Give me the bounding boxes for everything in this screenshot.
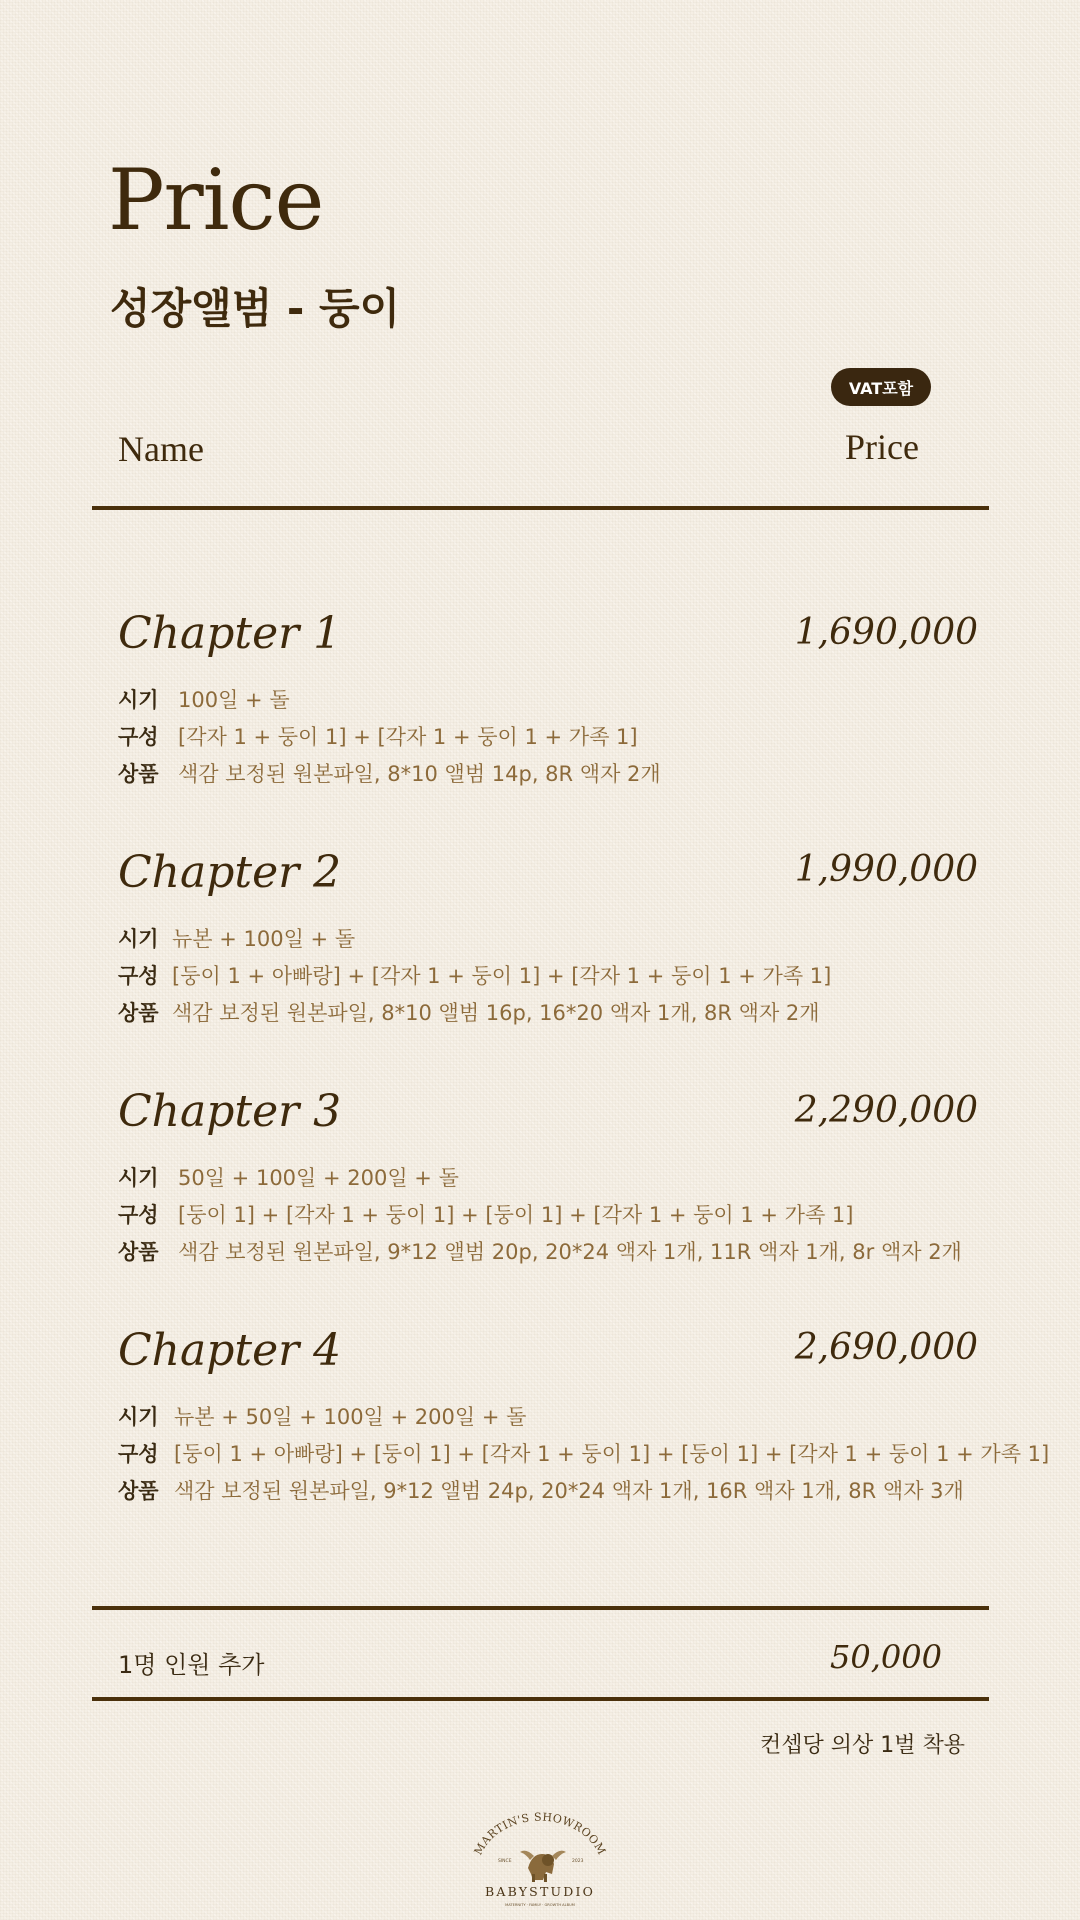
chapter-detail-row xyxy=(118,1199,853,1229)
chapter-detail-row xyxy=(118,721,638,751)
detail-value: 색감 보정된 원본파일, 9*12 앨범 24p, 20*24 액자 1개, 16R 액자 1개, 8R 액자 3개 xyxy=(174,1479,964,1503)
detail-key: 구성 xyxy=(118,725,159,749)
column-header-name: Name xyxy=(118,429,204,469)
detail-value: 50일 + 100일 + 200일 + 돌 xyxy=(178,1166,459,1190)
detail-key: 구성 xyxy=(118,1442,159,1466)
chapter-price: 1,990,000 xyxy=(794,849,978,890)
chapter-detail-row xyxy=(118,960,831,990)
extra-bottom-divider xyxy=(92,1697,989,1701)
header-divider xyxy=(92,506,989,510)
column-header-price: Price xyxy=(845,427,919,467)
extra-top-divider xyxy=(92,1606,989,1610)
detail-key: 구성 xyxy=(118,1203,159,1227)
chapter-block xyxy=(118,1086,978,1266)
chapter-detail-row xyxy=(118,923,355,953)
extra-person-label: 1명 인원 추가 xyxy=(118,1651,265,1679)
lion-crest-icon xyxy=(520,1851,566,1882)
chapter-detail-row xyxy=(118,997,820,1027)
chapter-detail-row xyxy=(118,684,290,714)
detail-key: 시기 xyxy=(118,1166,159,1190)
detail-value: 색감 보정된 원본파일, 8*10 앨범 16p, 16*20 액자 1개, 8R 액자 2개 xyxy=(172,1001,820,1025)
detail-value: [둥이 1 + 아빠랑] + [각자 1 + 둥이 1] + [각자 1 + 둥이 1 + 가족 1] xyxy=(172,964,832,988)
chapter-block xyxy=(118,847,978,1027)
detail-value: 색감 보정된 원본파일, 9*12 앨범 20p, 20*24 액자 1개, 11R 액자 1개, 8r 액자 2개 xyxy=(178,1240,962,1264)
detail-value: 색감 보정된 원본파일, 8*10 앨범 14p, 8R 액자 2개 xyxy=(178,762,661,786)
detail-value: 뉴본 + 50일 + 100일 + 200일 + 돌 xyxy=(174,1405,527,1429)
logo-year: 2023 xyxy=(572,1859,584,1864)
detail-value: [둥이 1] + [각자 1 + 둥이 1] + [둥이 1] + [각자 1 + 둥이 1 + 가족 1] xyxy=(178,1203,854,1227)
detail-key: 시기 xyxy=(118,688,159,712)
chapter-title: Chapter 4 xyxy=(118,1325,342,1376)
costume-note: 컨셉당 의상 1벌 착용 xyxy=(760,1733,965,1758)
detail-key: 구성 xyxy=(118,964,159,988)
detail-key: 상품 xyxy=(118,1240,159,1264)
detail-value: 뉴본 + 100일 + 돌 xyxy=(172,927,356,951)
chapter-price: 2,690,000 xyxy=(794,1327,978,1368)
chapter-detail-row xyxy=(118,1475,964,1505)
chapter-price: 1,690,000 xyxy=(794,612,978,653)
logo-graphic xyxy=(462,1810,618,1910)
chapter-title: Chapter 1 xyxy=(118,608,342,659)
logo-tagline: MATERNITY · FAMILY · GROWTH ALBUM xyxy=(505,1903,575,1907)
studio-logo xyxy=(462,1810,618,1910)
chapter-detail-row xyxy=(118,1236,962,1266)
detail-key: 상품 xyxy=(118,762,159,786)
chapter-price: 2,290,000 xyxy=(794,1090,978,1131)
chapter-title: Chapter 3 xyxy=(118,1086,342,1137)
vat-badge: VAT포함 xyxy=(831,368,931,406)
page-subtitle: 성장앨범 - 둥이 xyxy=(110,284,401,333)
detail-key: 상품 xyxy=(118,1479,159,1503)
page-title: Price xyxy=(108,151,324,249)
chapter-detail-row xyxy=(118,1438,1049,1468)
chapter-block xyxy=(118,608,978,788)
chapter-block xyxy=(118,1325,1050,1505)
logo-top-text: MARTIN'S SHOWROOM xyxy=(471,1810,609,1858)
chapter-detail-row xyxy=(118,1162,459,1192)
logo-since: SINCE xyxy=(498,1859,512,1864)
detail-key: 시기 xyxy=(118,927,159,951)
svg-text:MARTIN'S SHOWROOM xyxy=(472,1811,609,1858)
detail-value: [둥이 1 + 아빠랑] + [둥이 1] + [각자 1 + 둥이 1] + [둥이 1] + [각자 1 + 둥이 1 + 가족 1] xyxy=(174,1442,1050,1466)
logo-main-text: BABYSTUDIO xyxy=(484,1884,596,1899)
detail-value: [각자 1 + 둥이 1] + [각자 1 + 둥이 1 + 가족 1] xyxy=(178,725,638,749)
detail-key: 시기 xyxy=(118,1405,159,1429)
detail-key: 상품 xyxy=(118,1001,159,1025)
extra-person-price: 50,000 xyxy=(830,1638,942,1676)
detail-value: 100일 + 돌 xyxy=(178,688,290,712)
chapter-title: Chapter 2 xyxy=(118,847,342,898)
chapter-detail-row xyxy=(118,758,661,788)
chapter-detail-row xyxy=(118,1401,526,1431)
